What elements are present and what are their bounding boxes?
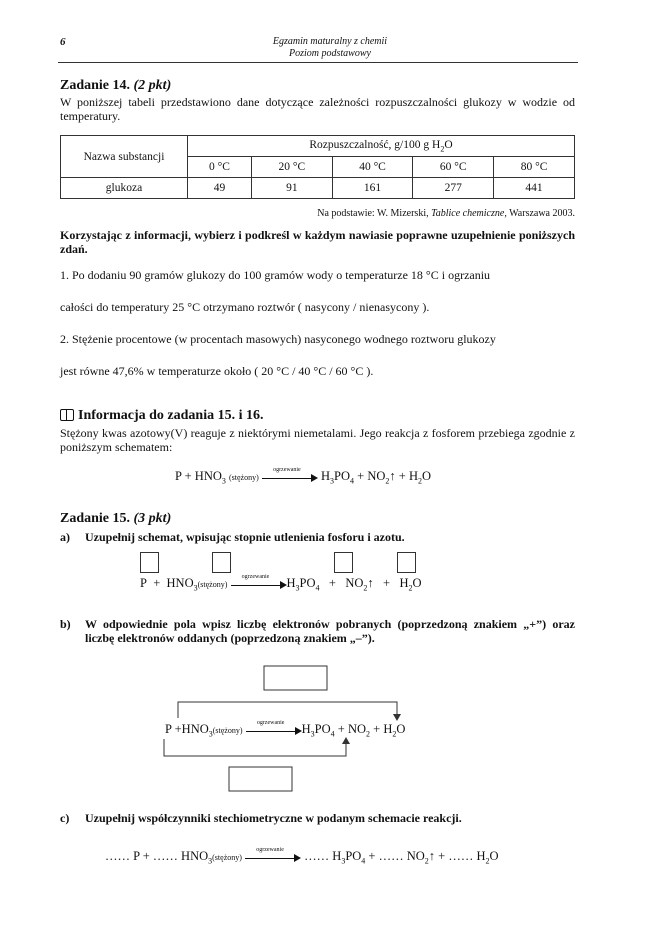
task15c-equation: …… P + …… $HNO_3(stężony)$ ogrzewanie …… $H_3PO_4$ + …… $NO_2↑$ + …… $H_2O$	[105, 847, 499, 866]
task15b-text: W odpowiednie pola wpisz liczbę elektronów pobranych (poprzedzoną znakiem „+”) oraz liczbę elektronów oddanych (poprzedzoną znakiem „–”).	[85, 617, 575, 645]
info-equation: $P + HNO_3$ (stężony) ogrzewanie $H_3PO_4$ + $NO_2↑ + H_2O$	[175, 467, 431, 486]
solubility-table	[60, 135, 575, 199]
table-value: 161	[332, 178, 413, 199]
table-value: 91	[251, 178, 332, 199]
table-temp: 0 °C	[188, 157, 252, 178]
task14-title	[60, 78, 171, 94]
task15b-label: b)	[60, 617, 71, 631]
task14-intro: W poniższej tabeli przedstawiono dane dotyczące zależności rozpuszczalności glukozy w wodzie od temperatury.	[60, 95, 575, 123]
page-number: 6	[60, 36, 66, 48]
task15a-text: Uzupełnij schemat, wpisując stopnie utlenienia fosforu i azotu.	[85, 530, 405, 544]
oxidation-box-n-product[interactable]	[397, 552, 416, 573]
q2-line1: 2. Stężenie procentowe (w procentach masowych) nasyconego wodnego roztworu glukozy	[60, 332, 496, 346]
header-title: Egzamin maturalny z chemii	[272, 36, 388, 47]
q2-line2: jest równe 47,6% w temperaturze około ( 20 °C / 40 °C / 60 °C ).	[60, 364, 374, 378]
task15c-text: Uzupełnij współczynniki stechiometryczne w podanym schemacie reakcji.	[85, 811, 462, 825]
task15a-label: a)	[60, 530, 70, 544]
table-value: 441	[494, 178, 575, 199]
table-temp: 60 °C	[413, 157, 494, 178]
table-row	[61, 178, 575, 199]
table-col-header: Nazwa substancji	[61, 136, 188, 178]
task15c-label: c)	[60, 811, 70, 825]
q1-line1: 1. Po dodaniu 90 gramów glukozy do 100 gramów wody o temperaturze 18 °C i ogrzaniu	[60, 268, 491, 282]
oxidation-box-n[interactable]	[212, 552, 231, 573]
info-text: Stężony kwas azotowy(V) reaguje z niektórymi niemetalami. Jego reakcja z fosforem przebiega zgodnie z poniższym schematem:	[60, 426, 575, 454]
electron-box-lost[interactable]	[229, 767, 292, 791]
table-source: Na podstawie: W. Mizerski, Tablice chemiczne, Warszawa 2003.	[317, 208, 575, 219]
electron-box-gained[interactable]	[264, 666, 327, 690]
header-divider	[58, 62, 578, 63]
table-value: 49	[188, 178, 252, 199]
table-temp: 20 °C	[251, 157, 332, 178]
table-row-name: glukoza	[61, 178, 188, 199]
connector-top-head	[393, 714, 401, 721]
oxidation-box-p[interactable]	[140, 552, 159, 573]
task14-instruction: Korzystając z informacji, wybierz i podkreśl w każdym nawiasie poprawne uzupełnienie poniższych zdań.	[60, 228, 575, 256]
reaction-arrow: ogrzewanie	[245, 851, 301, 863]
info-title: Informacja do zadania 15. i 16.	[60, 408, 264, 424]
q1-line2: całości do temperatury 25 °C otrzymano roztwór ( nasycony / nienasycony ).	[60, 300, 430, 314]
task15a-equation: $P + HNO_3(stężony)$ ogrzewanie $H_3PO_4$ + $NO_2↑ + H_2O$	[140, 574, 422, 593]
task15b-equation: $P +HNO_3(stężony)$ ogrzewanie $H_3PO_4 + NO_2 + H_2O$	[165, 720, 406, 739]
connector-top	[178, 702, 397, 718]
table-temp: 80 °C	[494, 157, 575, 178]
table-temp: 40 °C	[332, 157, 413, 178]
header-subtitle: Poziom podstawowy	[289, 48, 371, 59]
table-group-header: Rozpuszczalność, g/100 g $H_2O$	[188, 136, 575, 157]
reaction-arrow: ogrzewanie	[246, 724, 302, 736]
reaction-arrow: ogrzewanie	[231, 578, 287, 590]
table-value: 277	[413, 178, 494, 199]
oxidation-box-p-product[interactable]	[334, 552, 353, 573]
task15-title: Zadanie 15. (3 pkt)	[60, 511, 172, 526]
task14-points: (2 pkt)	[133, 78, 172, 93]
task14-label: Zadanie 14.	[60, 78, 131, 93]
reaction-arrow: ogrzewanie	[262, 471, 318, 483]
connector-bottom	[164, 739, 346, 756]
book-icon	[60, 409, 74, 420]
